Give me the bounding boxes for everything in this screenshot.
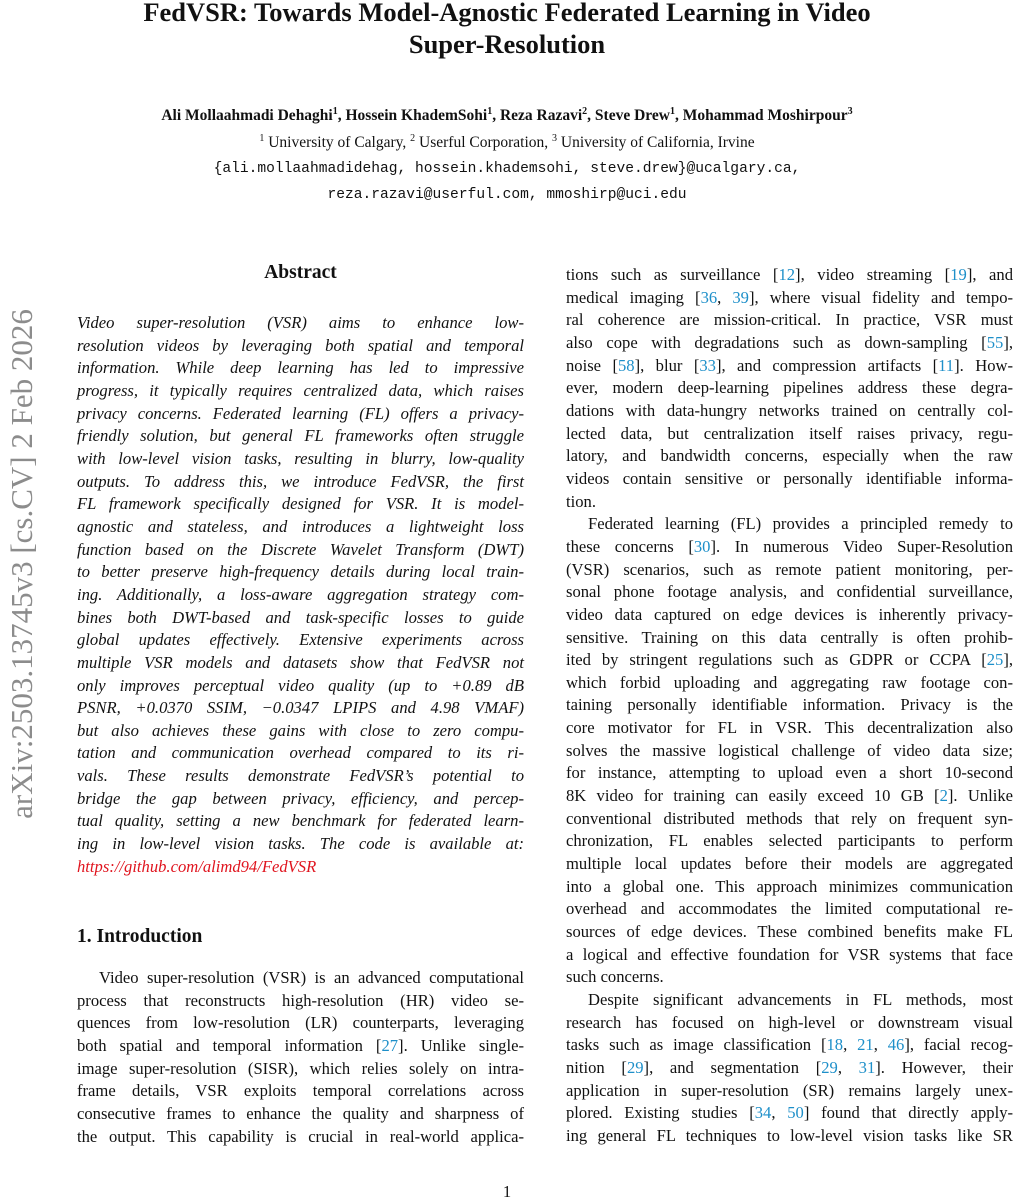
text-line: frame details, VSR exploits temporal correlations across [77, 1081, 524, 1101]
text-line: overhead and accommodates the limited computational re- [566, 899, 1013, 919]
citation-link[interactable]: 27 [381, 1035, 399, 1055]
abstract-body [77, 312, 524, 878]
citation-link[interactable]: 11 [938, 355, 955, 375]
paper-title [0, 0, 1014, 60]
text-line: solves the massive logistical challenge of video data size; [566, 740, 1013, 760]
citation-link[interactable]: 29 [626, 1057, 644, 1077]
text-line: Video super-resolution (VSR) is an advanced computational [99, 968, 524, 987]
text-line: sonal phone footage analysis, and confidential surveillance, [566, 582, 1013, 602]
citation-link[interactable]: 18 [826, 1035, 844, 1055]
author-affiliation-number: 1 [669, 106, 675, 117]
arxiv-identifier-stamp: arXiv:2503.13745v3 [cs.CV] 2 Feb 2026 [4, 309, 39, 819]
text-line: resolution videos by leveraging both spatial and temporal [77, 335, 524, 355]
text-line: a logical and effective foundation for VSR systems that face [566, 944, 1013, 964]
affiliation-number: 3 [552, 133, 558, 144]
text-line: sources of edge devices. These combined benefits make FL [566, 922, 1013, 942]
affiliation-name: University of California, Irvine [557, 134, 755, 151]
text-line: privacy concerns. Federated learning (FL) offers a privacy- [77, 403, 524, 423]
text-line: Federated learning (FL) provides a principled remedy to [588, 514, 1013, 534]
author-affiliation-number: 1 [487, 106, 493, 117]
citation-link[interactable]: 36 [700, 287, 718, 307]
citation-link[interactable]: 29 [821, 1057, 838, 1077]
affiliation-number: 1 [259, 133, 265, 144]
citation-link[interactable]: 31 [858, 1057, 876, 1077]
text-line: ing. Additionally, a loss-aware aggregation strategy com- [77, 584, 524, 604]
text-line: process that reconstructs high-resolution (HR) video se- [77, 990, 524, 1010]
text-line: quences from low-resolution (LR) counterparts, leveraging [77, 1013, 524, 1033]
citation-link[interactable]: 46 [887, 1035, 905, 1055]
text-line: (VSR) scenarios, such as remote patient monitoring, per- [566, 559, 1013, 579]
text-line: such concerns. [566, 967, 664, 987]
text-line: tions such as surveillance [12], video streaming [19], and [566, 265, 1014, 284]
citation-link[interactable]: 2 [939, 786, 948, 806]
text-line: agnostic and stateless, and introduces a lightweight loss [77, 516, 524, 536]
affiliation-number: 2 [410, 133, 416, 144]
author-name: Mohammad Moshirpour [682, 107, 848, 124]
text-line: research has focused on high-level or downstream visual [566, 1012, 1013, 1032]
text-line: tation and communication overhead compared to its ri- [77, 743, 524, 763]
text-line: the output. This capability is crucial in real-world applica- [77, 1126, 524, 1146]
citation-link[interactable]: 58 [617, 355, 635, 375]
author-affiliation-number: 3 [847, 106, 853, 117]
author-name: Steve Drew [594, 107, 670, 124]
text-line: global updates effectively. Extensive experiments across [77, 630, 524, 650]
title-line-1: FedVSR: Towards Model-Agnostic Federated Learning in Video [143, 0, 871, 27]
affiliations [0, 134, 1014, 152]
affiliation-name: University of Calgary, [264, 134, 411, 151]
text-line: friendly solution, but general FL frameworks often struggle [77, 426, 524, 446]
citation-link[interactable]: 19 [950, 265, 967, 284]
text-line: image super-resolution (SISR), which relies solely on intra- [77, 1058, 524, 1078]
text-line: PSNR, +0.0370 SSIM, −0.0347 LPIPS and 4.98 VMAF) [77, 698, 524, 718]
author-emails-line-2: reza.razavi@userful.com, mmoshirp@uci.edu [327, 187, 687, 203]
citation-link[interactable]: 21 [857, 1035, 874, 1055]
text-line: vals. These results demonstrate FedVSR’s potential to [77, 766, 524, 786]
text-line: Despite significant advancements in FL methods, most [588, 990, 1013, 1009]
text-line: taining personally identifiable information. Privacy is the [566, 695, 1013, 715]
text-line: dations with data-hungry networks trained on centrally col- [566, 400, 1013, 420]
text-line: videos contain sensitive or personally identifiable informa- [566, 468, 1013, 488]
citation-link[interactable]: 55 [986, 332, 1004, 352]
text-line: application in super-resolution (SR) remains largely unex- [566, 1080, 1013, 1100]
text-line: ral coherence are mission-critical. In practice, VSR must [566, 310, 1013, 330]
text-line: multiple local updates before their models are aggregated [566, 854, 1013, 874]
text-line: ing in low-level vision tasks. The code is available at: [77, 834, 524, 854]
text-line: tion. [566, 491, 596, 511]
text-line: multiple VSR models and datasets show that FedVSR not [77, 652, 524, 672]
citation-link[interactable]: 33 [699, 355, 716, 375]
text-line: core motivator for FL in VSR. This decentralization also [566, 718, 1013, 738]
text-line: also cope with degradations such as down-sampling [55], [566, 332, 1013, 352]
text-line: for instance, attempting to upload even a short 10-second [566, 763, 1013, 783]
author-list: Ali Mollaahmadi Dehaghi$^1$, Hossein KhademSohi$^1$, Reza Razavi$^2$, Steve Drew$^1$, Mohammad Moshirpour$^3$ [161, 106, 853, 124]
text-line: ited by stringent regulations such as GDPR or CCPA [25], [566, 650, 1013, 670]
citation-link[interactable]: 34 [754, 1103, 772, 1123]
text-line: consecutive frames to enhance the quality and sharpness of [77, 1103, 524, 1123]
text-line: latory, and bandwidth concerns, especially when the raw [566, 446, 1013, 466]
text-line: outputs. To address this, we introduce FedVSR, the first [77, 471, 524, 491]
text-line: bines both DWT-based and task-specific losses to guide [77, 607, 524, 627]
citation-link[interactable]: 25 [986, 650, 1004, 670]
text-line: ever, modern deep-learning pipelines address these degra- [566, 378, 1013, 398]
text-line: tual quality, setting a new benchmark for federated learn- [77, 811, 524, 831]
text-line: progress, it typically requires centralized data, which raises [77, 380, 524, 400]
text-line: ing general FL techniques to low-level vision tasks like SR [566, 1125, 1013, 1145]
author-name: Reza Razavi [499, 107, 583, 124]
text-line: both spatial and temporal information [27]. Unlike single- [77, 1035, 524, 1055]
text-line: conventional distributed methods that rely on frequent syn- [566, 808, 1013, 828]
abstract-heading: Abstract [264, 262, 337, 283]
text-line: sensitive. Training on this data centrally is often prohib- [566, 627, 1013, 647]
text-line: information. While deep learning has led to impressive [77, 358, 524, 378]
text-line: function based on the Discrete Wavelet Transform (DWT) [77, 539, 524, 559]
affiliation-name: Userful Corporation, [415, 134, 553, 151]
title-line-2: Super-Resolution [408, 29, 606, 59]
text-line: noise [58], blur [33], and compression artifacts [11]. How- [566, 355, 1014, 375]
text-line [77, 856, 524, 879]
text-line: medical imaging [36, 39], where visual fidelity and tempo- [566, 287, 1014, 307]
text-line: FL framework specifically designed for VSR. It is model- [77, 494, 524, 514]
code-repository-link[interactable]: https://github.com/alimd94/FedVSR [77, 856, 317, 876]
text-line: into a global one. This approach minimizes communication [566, 876, 1013, 896]
text-line: plored. Existing studies [34, 50] found that directly apply- [566, 1103, 1014, 1123]
text-line: to better preserve high-frequency details during local train- [77, 562, 524, 582]
introduction-heading: 1. Introduction [77, 926, 203, 947]
text-line: video data captured on edge devices is inherently privacy- [566, 604, 1013, 624]
citation-link[interactable]: 50 [787, 1103, 804, 1123]
text-line: lected data, but centralization itself raises privacy, regu- [566, 423, 1013, 443]
citation-link[interactable]: 39 [732, 287, 749, 307]
text-line: which forbid uploading and aggregating raw footage con- [566, 672, 1013, 692]
page-number: 1 [502, 1182, 512, 1201]
introduction-left-column [77, 967, 524, 1148]
text-line: bridge the gap between privacy, efficiency, and percep- [77, 788, 524, 808]
text-line: Video super-resolution (VSR) aims to enhance low- [77, 313, 524, 332]
text-line: chronization, FL enables selected participants to perform [566, 831, 1013, 851]
text-line: with low-level vision tasks, resulting in blurry, low-quality [77, 448, 524, 468]
citation-link[interactable]: 30 [693, 536, 711, 556]
author-affiliation-number: 1 [332, 106, 338, 117]
author-affiliation-number: 2 [582, 106, 588, 117]
text-line: 8K video for training can easily exceed 10 GB [2]. Unlike [566, 786, 1013, 806]
text-line: these concerns [30]. In numerous Video Super-Resolution [566, 536, 1013, 556]
author-name: Ali Mollaahmadi Dehaghi [161, 107, 333, 124]
text-line: but also achieves these gains with close to zero compu- [77, 720, 524, 740]
author-emails-line-1: {ali.mollaahmadidehag, hossein.khademsohi, steve.drew}@ucalgary.ca, [213, 161, 801, 177]
text-line: only improves perceptual video quality (up to +0.89 dB [77, 675, 524, 695]
citation-link[interactable]: 12 [778, 265, 796, 284]
introduction-right-column [566, 264, 1013, 1148]
text-line: nition [29], and segmentation [29, 31]. However, their [566, 1057, 1014, 1077]
text-line: tasks such as image classification [18, 21, 46], facial recog- [566, 1035, 1014, 1055]
author-name: Hossein KhademSohi [345, 107, 488, 124]
